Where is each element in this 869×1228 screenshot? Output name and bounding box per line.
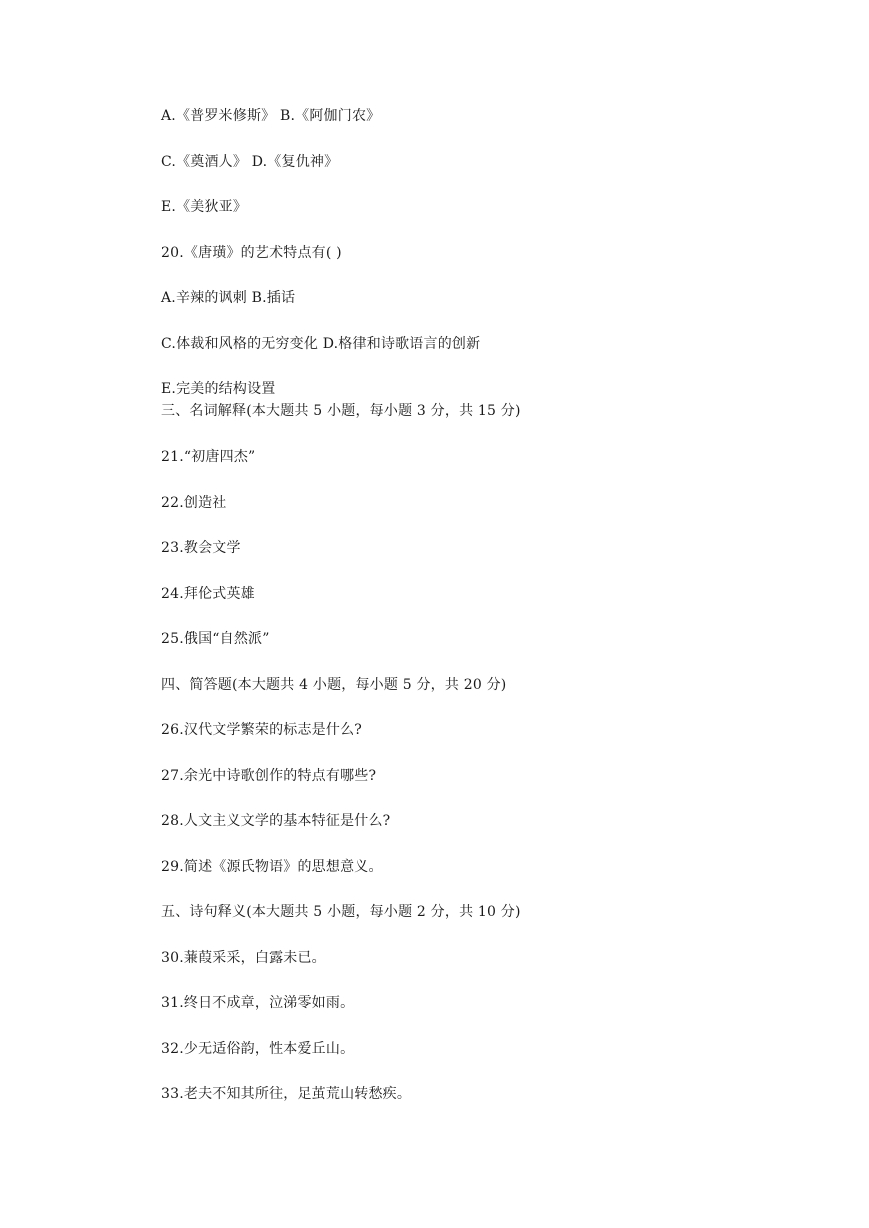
question-31: 31.终日不成章，泣涕零如雨。	[161, 995, 355, 1011]
section-heading-term-explanation: 三、名词解释(本大题共 5 小题，每小题 3 分，共 15 分)	[161, 403, 521, 419]
option-line-cd-19: C.《奠酒人》 D.《复仇神》	[161, 154, 339, 170]
option-line-e-19: E.《美狄亚》	[161, 199, 248, 215]
question-25: 25.俄国“自然派”	[161, 631, 270, 647]
option-line-cd-20: C.体裁和风格的无穷变化 D.格律和诗歌语言的创新	[161, 336, 481, 352]
question-28: 28.人文主义文学的基本特征是什么?	[161, 813, 391, 829]
question-20: 20.《唐璜》的艺术特点有( )	[161, 245, 342, 261]
question-24: 24.拜伦式英雄	[161, 586, 255, 602]
option-line-e-20: E.完美的结构设置	[161, 381, 276, 397]
option-line-ab-20: A.辛辣的讽刺 B.插话	[161, 290, 296, 306]
section-heading-short-answer: 四、简答题(本大题共 4 小题，每小题 5 分，共 20 分)	[161, 677, 507, 693]
question-23: 23.教会文学	[161, 540, 241, 556]
question-22: 22.创造社	[161, 495, 227, 511]
question-29: 29.简述《源氏物语》的思想意义。	[161, 859, 383, 875]
question-21: 21.“初唐四杰”	[161, 449, 256, 465]
question-32: 32.少无适俗韵，性本爱丘山。	[161, 1041, 355, 1057]
question-30: 30.蒹葭采采，白露未已。	[161, 950, 326, 966]
question-27: 27.余光中诗歌创作的特点有哪些?	[161, 768, 377, 784]
question-33: 33.老夫不知其所往，足茧荒山转愁疾。	[161, 1086, 412, 1102]
question-26: 26.汉代文学繁荣的标志是什么?	[161, 722, 362, 738]
section-heading-poem-interpretation: 五、诗句释义(本大题共 5 小题，每小题 2 分，共 10 分)	[161, 904, 521, 920]
option-line-ab-19: A.《普罗米修斯》 B.《阿伽门农》	[161, 108, 381, 124]
